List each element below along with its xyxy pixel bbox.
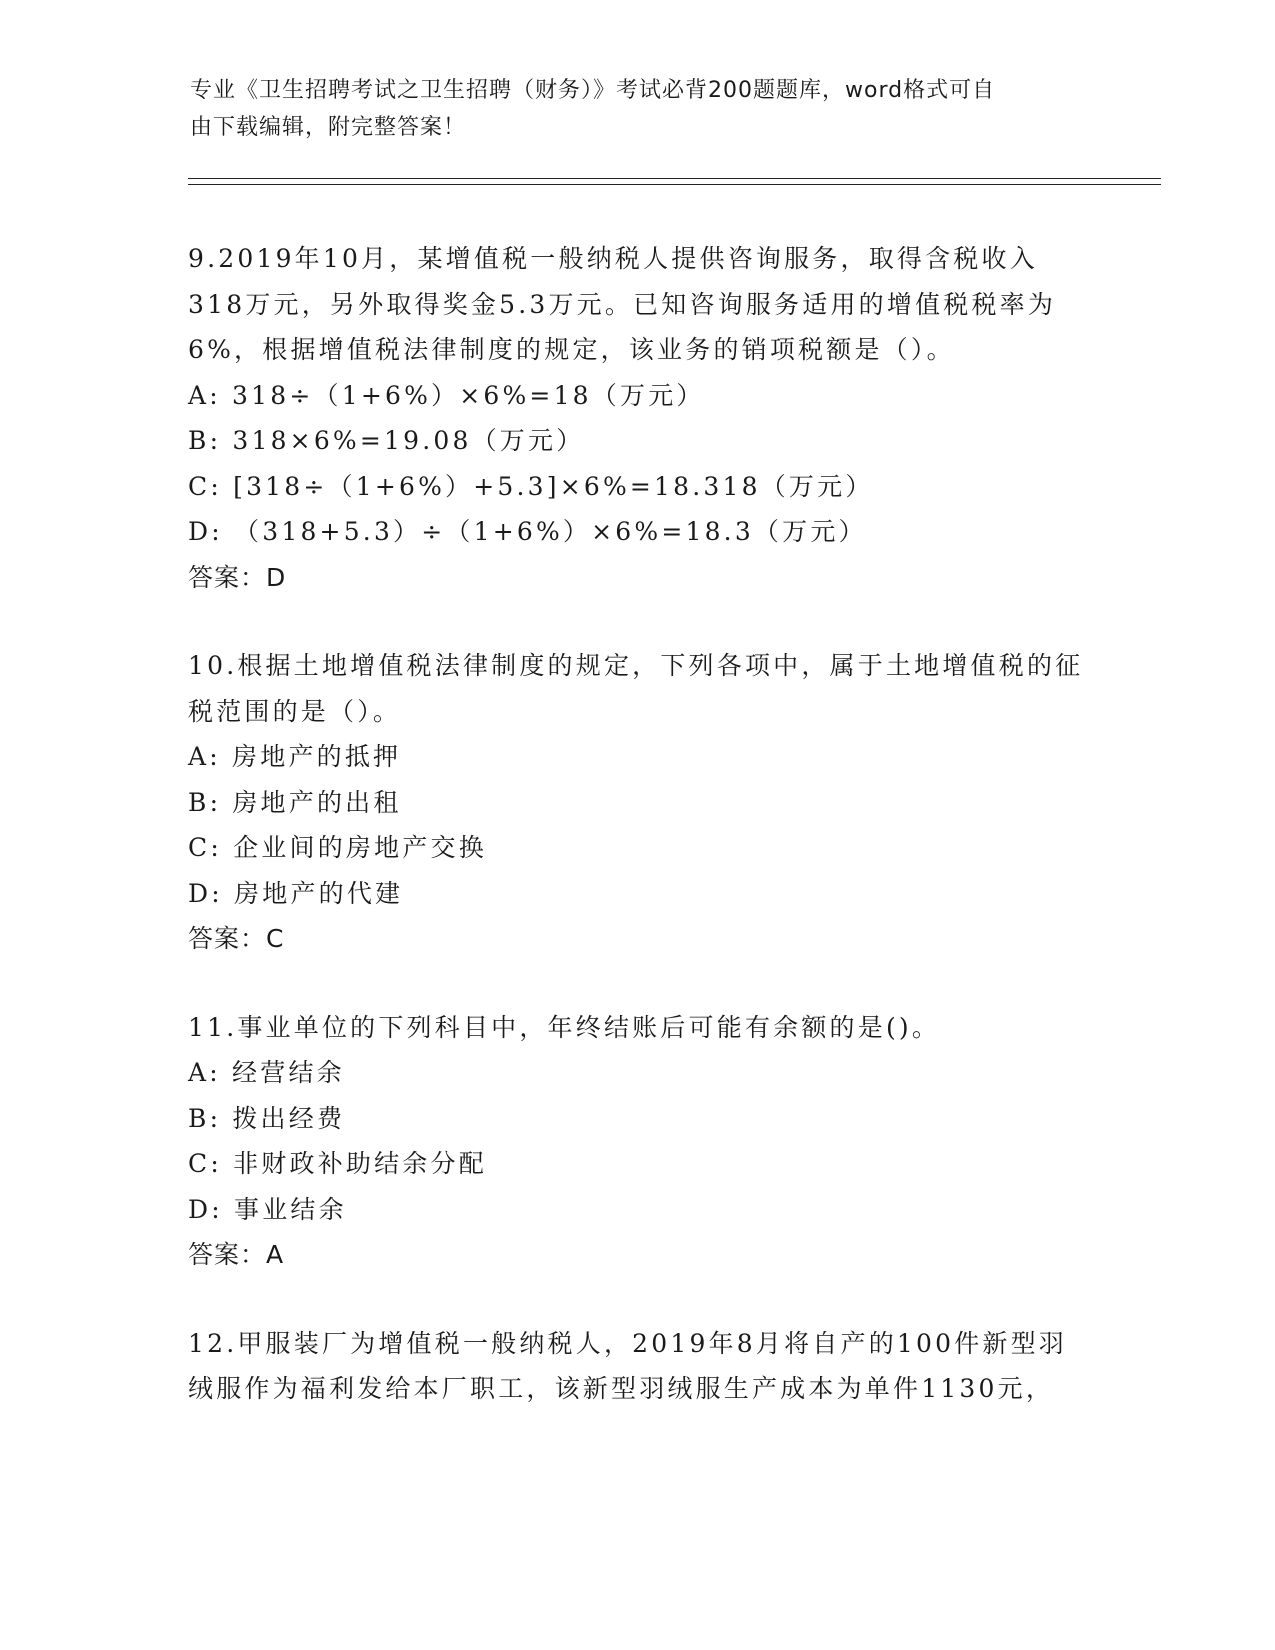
option-letter: A: (188, 1058, 221, 1087)
document-header (190, 72, 1090, 146)
header-divider-top (188, 178, 1161, 179)
answer-line (188, 555, 1088, 601)
question-text: 9.2019年10月，某增值税一般纳税人提供咨询服务，取得含税收入318万元，另外取得奖金5.3万元。已知咨询服务适用的增值税税率为6%，根据增值税法律制度的规定，该业务的销项税额是（）。 (188, 244, 1057, 364)
option-text: 经营结余 (232, 1058, 345, 1087)
option-b (188, 780, 1088, 826)
option-d (188, 509, 1088, 555)
question-9 (188, 236, 1088, 600)
option-text: 非财政补助结余分配 (233, 1149, 487, 1178)
option-text: 房地产的出租 (232, 787, 402, 817)
option-text: 318÷（1+6%）×6%=18（万元） (232, 380, 705, 410)
option-d (188, 871, 1088, 917)
option-text: 318×6%=19.08（万元） (232, 426, 585, 455)
option-letter: D: (188, 1194, 223, 1224)
header-line-2: 由下载编辑，附完整答案！ (190, 115, 467, 140)
option-text: [318÷（1+6%）+5.3]×6%=18.318（万元） (233, 471, 874, 501)
option-letter: C: (188, 471, 222, 501)
option-a (188, 373, 1088, 419)
option-letter: A: (188, 380, 221, 410)
option-letter: A: (188, 742, 221, 771)
answer-value: D (266, 562, 287, 592)
option-c (188, 464, 1088, 510)
option-text: 事业结余 (234, 1194, 347, 1224)
answer-label: 答案： (188, 924, 267, 953)
header-line-1: 专业《卫生招聘考试之卫生招聘（财务）》考试必背200题题库，word格式可自 (190, 78, 996, 103)
question-10 (188, 643, 1088, 962)
question-text: 11.事业单位的下列科目中，年终结账后可能有余额的是()。 (188, 1012, 941, 1042)
question-list (188, 236, 1088, 1455)
option-a (188, 734, 1088, 780)
option-d (188, 1187, 1088, 1233)
question-11 (188, 1005, 1088, 1278)
question-text: 12.甲服装厂为增值税一般纳税人，2019年8月将自产的100件新型羽绒服作为福利发给本厂职工，该新型羽绒服生产成本为单件1130元， (188, 1328, 1068, 1403)
option-text: （318+5.3）÷（1+6%）×6%=18.3（万元） (234, 517, 867, 546)
option-b (188, 418, 1088, 464)
option-letter: B: (188, 787, 222, 817)
question-text: 10.根据土地增值税法律制度的规定，下列各项中，属于土地增值税的征税范围的是（）。 (188, 651, 1084, 726)
option-text: 房地产的抵押 (232, 742, 402, 771)
option-letter: D: (188, 878, 223, 908)
option-letter: B: (188, 426, 222, 455)
option-text: 企业间的房地产交换 (233, 833, 487, 862)
answer-value: C (266, 924, 285, 953)
answer-label: 答案： (188, 1240, 267, 1269)
option-letter: C: (188, 1149, 222, 1178)
answer-line (188, 1232, 1088, 1278)
answer-value: A (266, 1240, 285, 1269)
question-12 (188, 1321, 1088, 1412)
option-b (188, 1096, 1088, 1142)
option-letter: C: (188, 833, 222, 862)
option-a (188, 1050, 1088, 1096)
header-divider-bottom (188, 184, 1161, 185)
answer-label: 答案： (188, 562, 267, 592)
option-letter: B: (188, 1103, 222, 1133)
option-text: 房地产的代建 (234, 878, 404, 908)
answer-line (188, 916, 1088, 962)
option-c (188, 1141, 1088, 1187)
option-text: 拨出经费 (232, 1103, 346, 1133)
option-c (188, 825, 1088, 871)
option-letter: D: (188, 517, 223, 546)
